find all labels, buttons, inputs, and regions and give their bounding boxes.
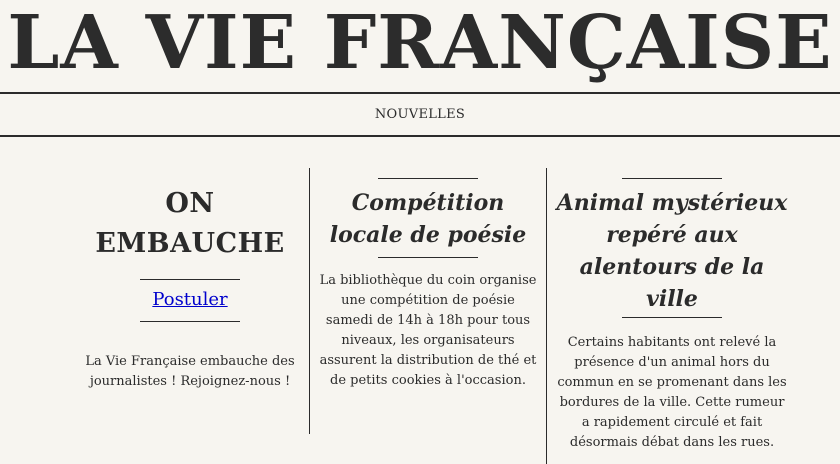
column-divider-1 bbox=[309, 168, 310, 434]
masthead bbox=[0, 0, 840, 92]
column-divider-2 bbox=[546, 168, 547, 464]
article-animal-headline: Animal mystérieux repéré aux alentours de la ville bbox=[556, 190, 788, 312]
article-animal-rule-bottom bbox=[622, 317, 722, 318]
jobs-rule-top bbox=[140, 279, 240, 280]
jobs-column bbox=[72, 168, 308, 392]
jobs-heading bbox=[72, 184, 308, 264]
apply-link[interactable]: Postuler bbox=[152, 289, 228, 310]
newspaper-title: LA VIE FRANÇAISE bbox=[7, 0, 833, 86]
jobs-heading-line-2: EMBAUCHE bbox=[95, 228, 285, 259]
nav-bar bbox=[0, 94, 840, 135]
article-animal-text: Certains habitants ont relevé la présence d'un animal hors du commun en se promenant dans les bordures de la ville. Cette rumeur a rapidement circulé et fait désormais débat dans les rues. bbox=[557, 335, 787, 450]
nav-bottom-divider bbox=[0, 135, 840, 137]
article-poetry-text: La bibliothèque du coin organise une compétition de poésie samedi de 14h à 18h pour tous niveaux, les organisateurs assurent la distribution de thé et de petits cookies à l'occasion. bbox=[319, 273, 537, 388]
article-animal bbox=[556, 168, 788, 453]
jobs-rule-bottom bbox=[140, 321, 240, 322]
jobs-heading-line-1: ON bbox=[165, 188, 215, 219]
article-animal-rule-top bbox=[622, 178, 722, 179]
article-poetry-rule-top bbox=[378, 178, 478, 179]
nav-item-nouvelles[interactable]: NOUVELLES bbox=[374, 107, 466, 122]
jobs-text: La Vie Française embauche des journalistes ! Rejoignez-nous ! bbox=[85, 354, 295, 389]
article-poetry bbox=[318, 168, 538, 391]
article-poetry-rule-bottom bbox=[378, 257, 478, 258]
article-poetry-headline: Compétition locale de poésie bbox=[329, 190, 527, 248]
